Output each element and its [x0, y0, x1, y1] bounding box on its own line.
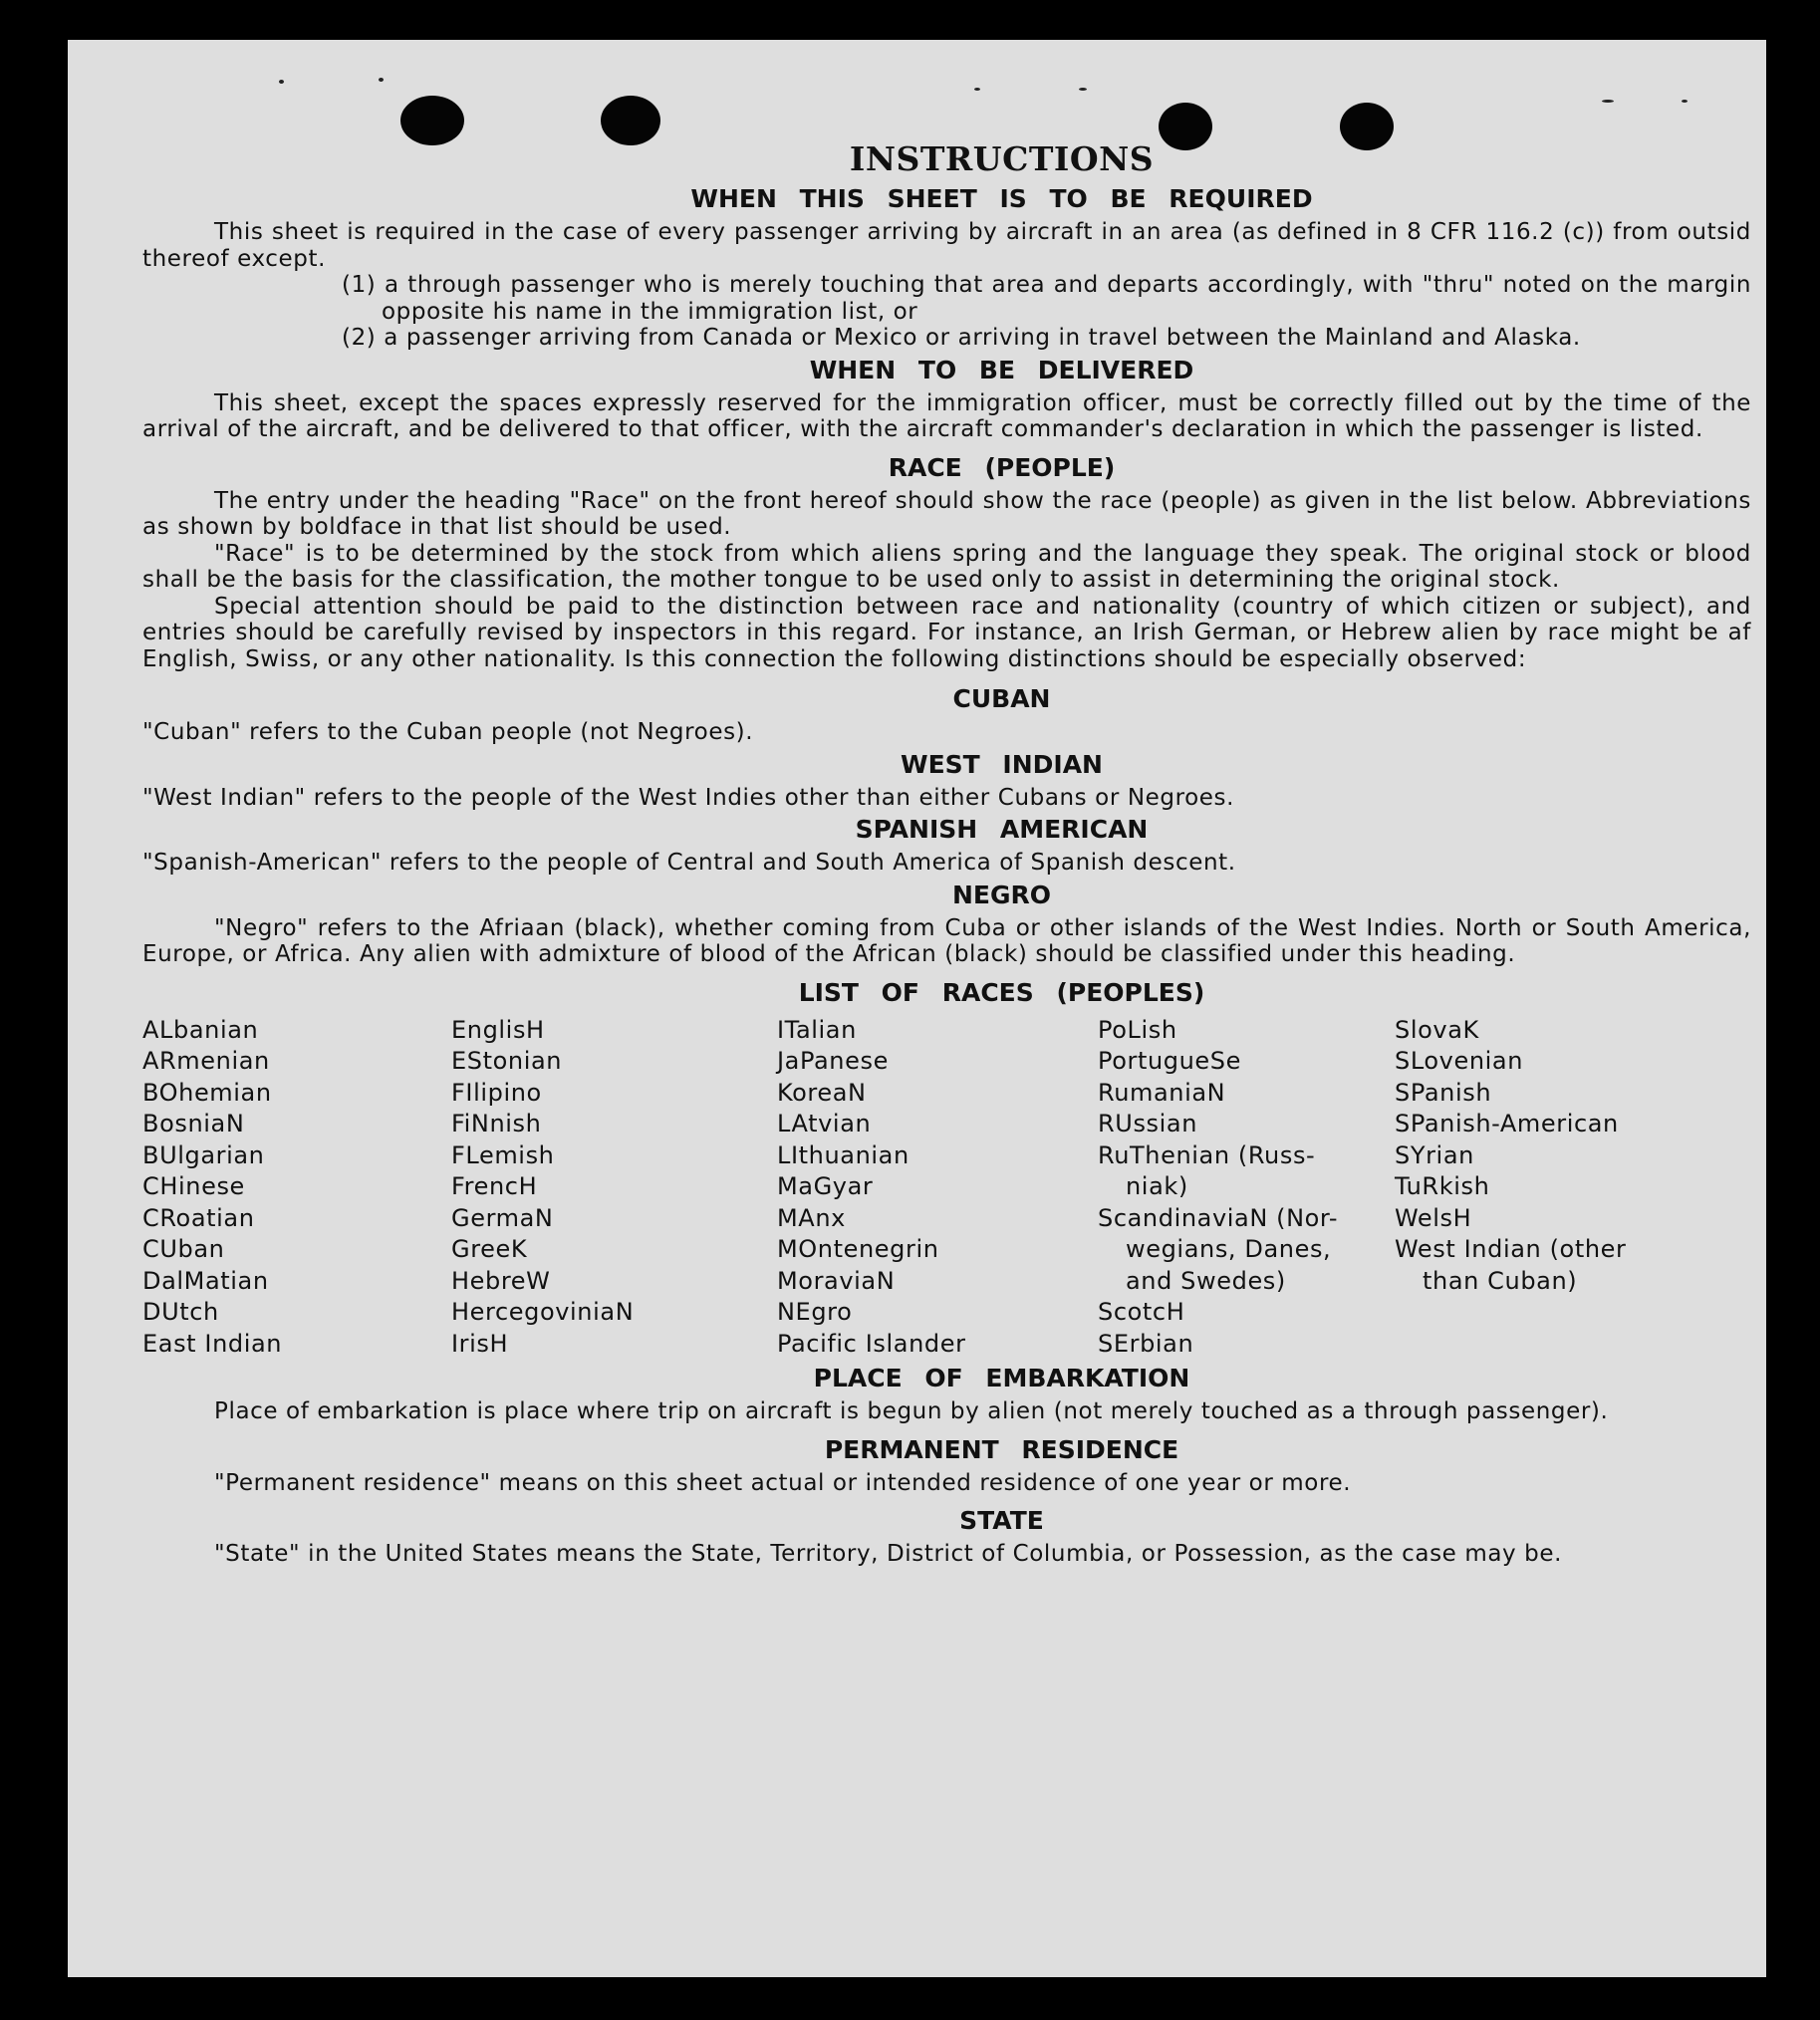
when-required-intro: This sheet is required in the case of every passenger arriving by aircraft in an area (as defined in 8 CFR 116.2 (c)) from outsid thereof except. [142, 219, 1751, 272]
place-of-embarkation-text: Place of embarkation is place where trip on aircraft is begun by alien (not merely touched as a through passenger). [214, 1398, 1609, 1424]
race-entry: SPanish [1395, 1078, 1492, 1107]
races-column-1 [142, 1015, 451, 1361]
race-entry: ALbanian [142, 1015, 259, 1044]
race-entry: RUssian [1098, 1110, 1198, 1137]
race-entry: LIthuanian [777, 1140, 910, 1169]
scan-speck [1682, 100, 1688, 103]
race-entry: WelsH [1395, 1203, 1472, 1232]
permanent-residence-text: "Permanent residence" means on this sheet actual or intended residence of one year or more. [214, 1469, 1352, 1496]
section-heading-when-delivered: WHEN TO BE DELIVERED [809, 355, 1194, 384]
race-entry: EStonian [451, 1047, 563, 1075]
race-entry: KoreaN [777, 1078, 867, 1107]
section-heading-west-indian: WEST INDIAN [901, 749, 1103, 779]
state-text: "State" in the United States means the State, Territory, District of Columbia, or Possession, as the case may be. [214, 1541, 1563, 1567]
race-entry: NEgro [777, 1298, 853, 1326]
race-entry: ScandinaviaN (Nor- [1098, 1203, 1339, 1232]
race-entry-continuation: niak) [1126, 1172, 1188, 1200]
section-heading-list-of-races: LIST OF RACES (PEOPLES) [798, 977, 1205, 1007]
scan-speck [279, 80, 284, 84]
west-indian-text: "West Indian" refers to the people of the West Indies other than either Cubans or Negroes. [142, 784, 1235, 811]
section-heading-spanish-american: SPANISH AMERICAN [855, 815, 1149, 844]
race-paragraph-2: "Race" is to be determined by the stock from which aliens spring and the language they speak. The original stock or blood shall be the basis for the classification, the mother tongue to be used only to assist in determining the original stock. [142, 540, 1751, 593]
race-entry: ARmenian [142, 1047, 270, 1075]
race-entry: FIlipino [451, 1078, 542, 1107]
races-column-5 [1395, 1015, 1626, 1361]
race-entry: BUlgarian [142, 1140, 265, 1169]
race-entry: East Indian [142, 1329, 283, 1358]
scan-speck [1079, 88, 1087, 91]
punch-hole [601, 96, 660, 145]
race-entry: SErbian [1098, 1329, 1194, 1358]
race-entry: SlovaK [1395, 1015, 1479, 1044]
scan-speck [379, 78, 384, 82]
race-entry: ScotcH [1098, 1298, 1185, 1326]
race-entry-continuation: wegians, Danes, [1126, 1235, 1332, 1263]
race-entry: SYrian [1395, 1140, 1474, 1169]
race-entry: HebreW [451, 1266, 551, 1295]
race-entry: FrencH [451, 1172, 538, 1200]
race-entry: DalMatian [142, 1266, 269, 1295]
race-entry: LAtvian [777, 1110, 872, 1137]
cuban-text: "Cuban" refers to the Cuban people (not Negroes). [142, 719, 754, 745]
races-column-4 [1098, 1015, 1395, 1361]
race-entry-continuation: than Cuban) [1423, 1266, 1578, 1295]
race-entry: EnglisH [451, 1015, 545, 1044]
section-heading-negro: NEGRO [951, 880, 1052, 909]
race-entry: BOhemian [142, 1078, 272, 1107]
spanish-american-text: "Spanish-American" refers to the people of Central and South America of Spanish descent. [142, 850, 1236, 876]
race-entry: MAnx [777, 1203, 846, 1232]
negro-text: "Negro" refers to the Afriaan (black), whether coming from Cuba or other islands of the West Indies. North or South America, Europe, or Africa. Any alien with admixture of blood of the African (black) should be classified under this heading. [142, 914, 1751, 967]
exception-item-1: (1) a through passenger who is merely touching that area and departs accordingly, with "thru" noted on the margin opposite his name in the immigration list, or [342, 272, 1751, 325]
section-heading-when-required: WHEN THIS SHEET IS TO BE REQUIRED [690, 184, 1313, 213]
races-column-2 [451, 1015, 777, 1361]
race-entry: West Indian (other [1395, 1235, 1627, 1263]
instructions-body [142, 139, 1751, 1568]
race-entry: ITalian [777, 1015, 857, 1044]
race-entry-continuation: and Swedes) [1126, 1266, 1286, 1295]
race-entry: CUban [142, 1235, 225, 1263]
race-entry: CRoatian [142, 1203, 255, 1232]
race-entry: FLemish [451, 1140, 555, 1169]
exception-item-2: (2) a passenger arriving from Canada or Mexico or arriving in travel between the Mainland and Alaska. [342, 325, 1581, 351]
race-entry: Pacific Islander [777, 1329, 966, 1358]
race-entry: GermaN [451, 1203, 554, 1232]
races-column-3 [777, 1015, 1098, 1361]
race-paragraph-1: The entry under the heading "Race" on the front hereof should show the race (people) as given in the list below. Abbreviations as shown by boldface in that list should be used. [142, 487, 1751, 540]
race-entry: FiNnish [451, 1110, 542, 1137]
race-entry: MoraviaN [777, 1266, 896, 1295]
race-entry: IrisH [451, 1329, 509, 1358]
section-heading-cuban: CUBAN [952, 684, 1051, 713]
race-entry: RuThenian (Russ- [1098, 1140, 1316, 1169]
race-entry: JaPanese [777, 1047, 889, 1075]
section-heading-state: STATE [959, 1506, 1044, 1535]
section-heading-place-of-embarkation: PLACE OF EMBARKATION [813, 1364, 1190, 1392]
race-entry: HercegoviniaN [451, 1298, 635, 1326]
document-page [68, 40, 1766, 1977]
scan-speck [974, 88, 980, 91]
race-entry: BosniaN [142, 1110, 245, 1137]
scan-speck [1602, 100, 1614, 103]
race-entry: SPanish-American [1395, 1110, 1619, 1137]
race-entry: GreeK [451, 1235, 528, 1263]
race-entry: TuRkish [1395, 1172, 1490, 1200]
race-entry: PoLish [1098, 1015, 1177, 1044]
race-entry: DUtch [142, 1298, 219, 1326]
race-entry: MOntenegrin [777, 1235, 939, 1263]
race-entry: CHinese [142, 1172, 245, 1200]
race-paragraph-3: Special attention should be paid to the distinction between race and nationality (country of which citizen or subject), and entries should be carefully revised by inspectors in this regard. For instance, an Irish German, or Hebrew alien by race might be af English, Swiss, or any other nationality. Is this connection the following distinctions should be especially observed: [142, 593, 1751, 672]
race-entry: RumaniaN [1098, 1078, 1226, 1107]
race-entry: PortugueSe [1098, 1047, 1241, 1075]
punch-hole [400, 96, 464, 145]
section-heading-race: RACE (PEOPLE) [888, 452, 1116, 482]
section-heading-permanent-residence: PERMANENT RESIDENCE [824, 1434, 1179, 1464]
races-list [142, 1015, 1751, 1361]
race-entry: SLovenian [1395, 1047, 1524, 1075]
race-entry: MaGyar [777, 1172, 874, 1200]
when-delivered-text: This sheet, except the spaces expressly reserved for the immigration officer, must be correctly filled out by the time of the arrival of the aircraft, and be delivered to that officer, with the aircraft commander's declaration in which the passenger is listed. [142, 389, 1751, 442]
page-title: INSTRUCTIONS [849, 139, 1155, 178]
